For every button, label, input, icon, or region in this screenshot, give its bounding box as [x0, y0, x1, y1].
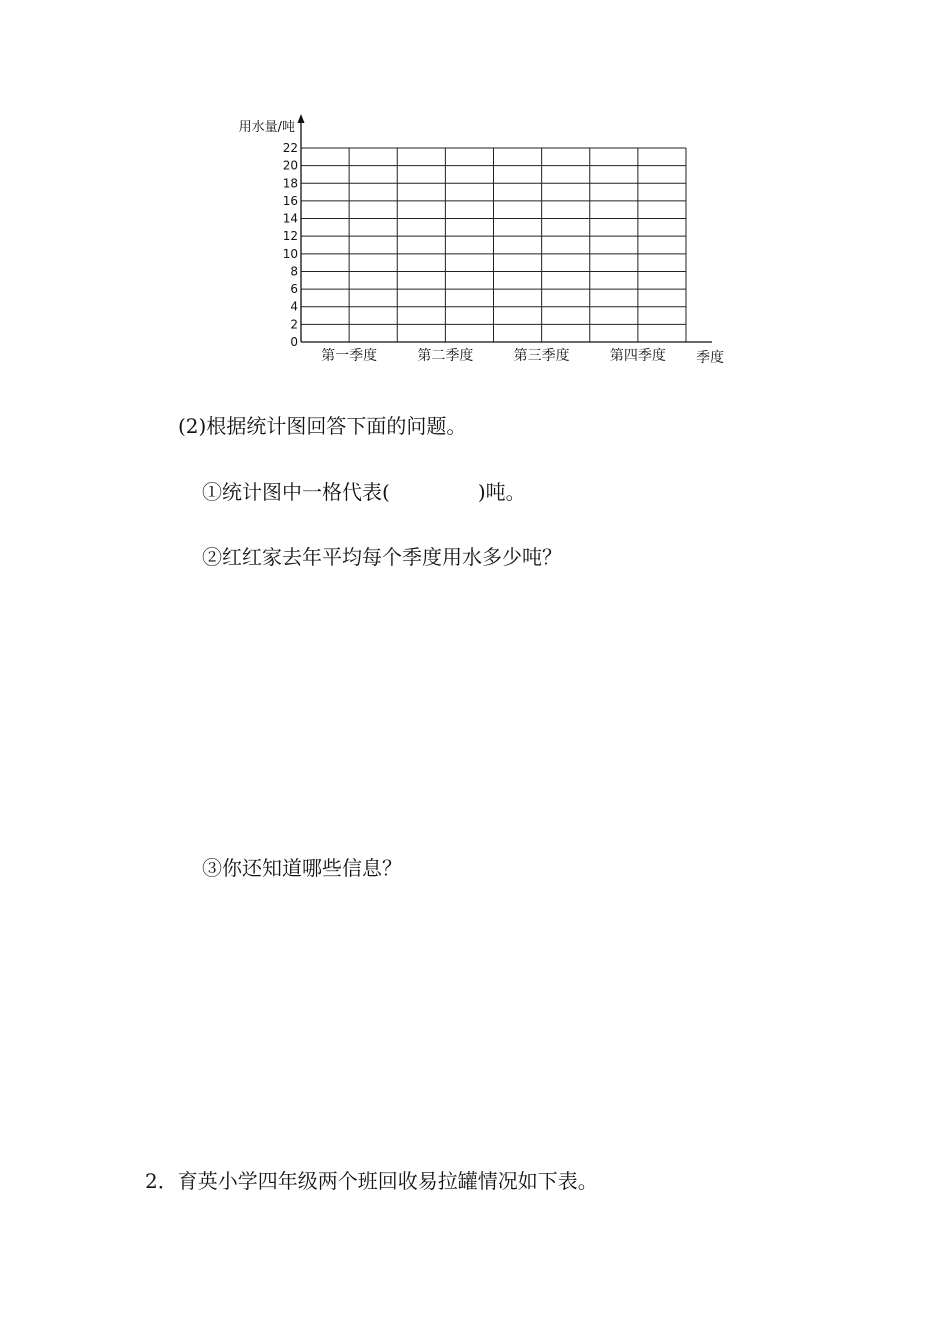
chart-svg	[0, 0, 950, 380]
y-tick-label: 2	[290, 317, 298, 332]
y-tick-label: 10	[282, 246, 298, 261]
y-tick-label: 18	[282, 176, 298, 191]
question-2-3: ③你还知道哪些信息？	[202, 856, 402, 880]
x-category-label: 第三季度	[513, 348, 570, 364]
question-2-1-before: ①统计图中一格代表(	[202, 480, 390, 504]
grid-lines	[301, 148, 686, 342]
y-tick-label: 0	[290, 335, 298, 349]
y-tick-label: 20	[282, 158, 298, 173]
question-2-1	[202, 476, 526, 505]
bar-chart-empty-grid	[0, 0, 950, 380]
y-axis-arrow	[298, 114, 305, 123]
question-2-2: ②红红家去年平均每个季度用水多少吨？	[202, 545, 562, 569]
x-category-labels	[321, 347, 666, 364]
x-category-label: 第四季度	[609, 348, 666, 364]
question-2-1-after: )吨。	[477, 480, 526, 504]
y-tick-label: 8	[290, 264, 298, 279]
y-tick-label: 12	[282, 229, 298, 244]
y-tick-label: 22	[282, 141, 298, 155]
problem-2-number: 2	[145, 1169, 158, 1193]
problem-2	[145, 1165, 598, 1194]
y-tick-label: 16	[282, 193, 298, 208]
y-tick-label: 14	[282, 211, 298, 226]
y-tick-label: 6	[290, 282, 298, 297]
y-tick-label: 4	[290, 299, 298, 314]
y-tick-labels	[283, 141, 298, 349]
y-axis-label: 用水量/吨	[238, 120, 295, 135]
x-category-label: 第一季度	[321, 348, 378, 364]
question-2-title: (2)根据统计图回答下面的问题。	[178, 414, 467, 438]
x-category-label: 第二季度	[417, 348, 474, 364]
x-axis-label: 季度	[696, 350, 724, 366]
problem-2-text: ．育英小学四年级两个班回收易拉罐情况如下表。	[157, 1169, 598, 1193]
